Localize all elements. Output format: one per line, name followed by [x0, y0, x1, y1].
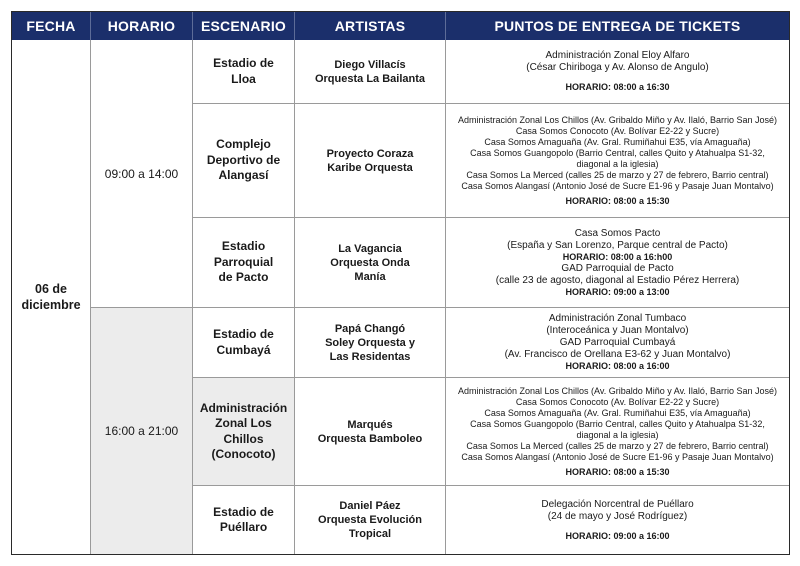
fecha-text: 06 de diciembre	[21, 282, 81, 312]
punto-line: Delegación Norcentral de Puéllaro	[541, 498, 694, 510]
artistas-cell	[295, 218, 446, 308]
escenario-name: Administración Zonal Los Chillos (Conocoto)	[199, 400, 288, 461]
punto-horario: HORARIO: 08:00 a 15:30	[565, 195, 670, 206]
escenario-name: Complejo Deportivo de Alangasí	[206, 137, 281, 183]
artistas-cell	[295, 104, 446, 218]
header-artistas: ARTISTAS	[295, 12, 446, 40]
artist-name: Daniel Páez	[339, 500, 401, 512]
punto-line: Administración Zonal Eloy Alfaro	[545, 50, 690, 61]
escenario-name: Estadio de Puéllaro	[213, 504, 274, 534]
punto-line: Casa Somos La Merced (calles 25 de marzo y 27 de febrero, Barrio central)	[466, 440, 769, 451]
punto-line: Casa Somos Pacto	[574, 227, 661, 239]
punto-line: Casa Somos Guangopolo (Barrio Central, calles Quito y Atahualpa S1-32,	[470, 147, 765, 158]
escenario-name: Estadio Parroquial de Pacto	[213, 239, 274, 285]
punto-line: (España y San Lorenzo, Parque central de Pacto)	[507, 239, 728, 251]
punto-line: Casa Somos Guangopolo (Barrio Central, calles Quito y Atahualpa S1-32,	[470, 418, 765, 429]
punto-horario: HORARIO: 09:00 a 16:00	[565, 530, 670, 541]
punto-line: Casa Somos Alangasí (Antonio José de Sucre E1-96 y Pasaje Juan Montalvo)	[461, 451, 774, 462]
fecha-cell	[12, 40, 91, 554]
punto-line: (Av. Francisco de Orellana E3-62 y Juan Montalvo)	[504, 349, 731, 360]
punto-line: GAD Parroquial Cumbayá	[559, 337, 676, 348]
header-horario: HORARIO	[91, 12, 193, 40]
horario-text: 09:00 a 14:00	[104, 166, 179, 181]
horario-cell-afternoon	[91, 308, 193, 554]
punto-line: Casa Somos Amaguaña (Av. Gral. Rumiñahui E35, vía Amaguaña)	[484, 136, 751, 147]
header-puntos: PUNTOS DE ENTREGA DE TICKETS	[446, 12, 789, 40]
punto-horario: HORARIO: 08:00 a 16:00	[565, 361, 670, 371]
artist-name: Orquesta Bamboleo	[317, 432, 423, 445]
punto-horario: HORARIO: 08:00 a 15:30	[565, 466, 670, 477]
punto-line: diagonal a la iglesia)	[576, 158, 659, 169]
escenario-name: Estadio de Cumbayá	[213, 327, 274, 357]
punto-line: (Interoceánica y Juan Montalvo)	[546, 325, 689, 336]
horario-text: 16:00 a 21:00	[104, 424, 179, 438]
artistas-cell	[295, 378, 446, 486]
punto-line: (24 de mayo y José Rodríguez)	[547, 510, 688, 522]
escenario-cell	[193, 378, 295, 486]
puntos-cell	[446, 308, 789, 378]
header-fecha: FECHA	[12, 12, 91, 40]
header-escenario: ESCENARIO	[193, 12, 295, 40]
puntos-cell	[446, 104, 789, 218]
punto-line: (César Chiriboga y Av. Alonso de Angulo)	[526, 62, 709, 73]
artist-name: Orquesta Onda Manía	[330, 256, 410, 283]
punto-horario: HORARIO: 09:00 a 13:00	[565, 286, 670, 297]
punto-line: Administración Zonal Los Chillos (Av. Gribaldo Miño y Av. Ilaló, Barrio San José)	[458, 114, 777, 125]
punto-line: Casa Somos Conocoto (Av. Bolívar E2-22 y Sucre)	[515, 396, 720, 407]
artist-name: Orquesta La Bailanta	[314, 72, 426, 85]
escenario-cell	[193, 104, 295, 218]
escenario-name: Estadio de Lloa	[213, 56, 274, 86]
escenario-cell	[193, 486, 295, 554]
puntos-cell	[446, 486, 789, 554]
puntos-cell	[446, 378, 789, 486]
artist-name: Orquesta Evolución Tropical	[318, 514, 422, 540]
artist-name: Diego Villacís	[334, 58, 406, 71]
artist-name: Soley Orquesta y Las Residentas	[325, 336, 415, 363]
artist-name: Karibe Orquesta	[327, 161, 413, 174]
punto-horario: HORARIO: 08:00 a 16:h00	[562, 251, 673, 262]
punto-line: Administración Zonal Los Chillos (Av. Gribaldo Miño y Av. Ilaló, Barrio San José)	[458, 385, 777, 396]
punto-horario: HORARIO: 08:00 a 16:30	[565, 82, 670, 92]
punto-line: Casa Somos La Merced (calles 25 de marzo y 27 de febrero, Barrio central)	[466, 169, 769, 180]
escenario-cell	[193, 218, 295, 308]
escenario-cell	[193, 40, 295, 104]
events-table	[11, 11, 790, 555]
punto-line: Casa Somos Alangasí (Antonio José de Sucre E1-96 y Pasaje Juan Montalvo)	[461, 180, 774, 191]
horario-cell-morning	[91, 40, 193, 308]
artistas-cell	[295, 40, 446, 104]
puntos-cell	[446, 40, 789, 104]
artistas-cell	[295, 308, 446, 378]
artist-name: Proyecto Coraza	[326, 147, 414, 160]
punto-line: diagonal a la iglesia)	[576, 429, 659, 440]
escenario-cell	[193, 308, 295, 378]
punto-line: GAD Parroquial de Pacto	[561, 262, 674, 274]
artist-name: La Vagancia	[338, 242, 402, 255]
punto-line: Casa Somos Conocoto (Av. Bolívar E2-22 y Sucre)	[515, 125, 720, 136]
artist-name: Marqués	[347, 418, 393, 431]
artistas-cell	[295, 486, 446, 554]
punto-line: Administración Zonal Tumbaco	[548, 313, 687, 324]
punto-line: Casa Somos Amaguaña (Av. Gral. Rumiñahui E35, vía Amaguaña)	[484, 407, 751, 418]
puntos-cell	[446, 218, 789, 308]
punto-line: (calle 23 de agosto, diagonal al Estadio Pérez Herrera)	[495, 274, 740, 286]
artist-name: Papá Changó	[334, 322, 406, 335]
